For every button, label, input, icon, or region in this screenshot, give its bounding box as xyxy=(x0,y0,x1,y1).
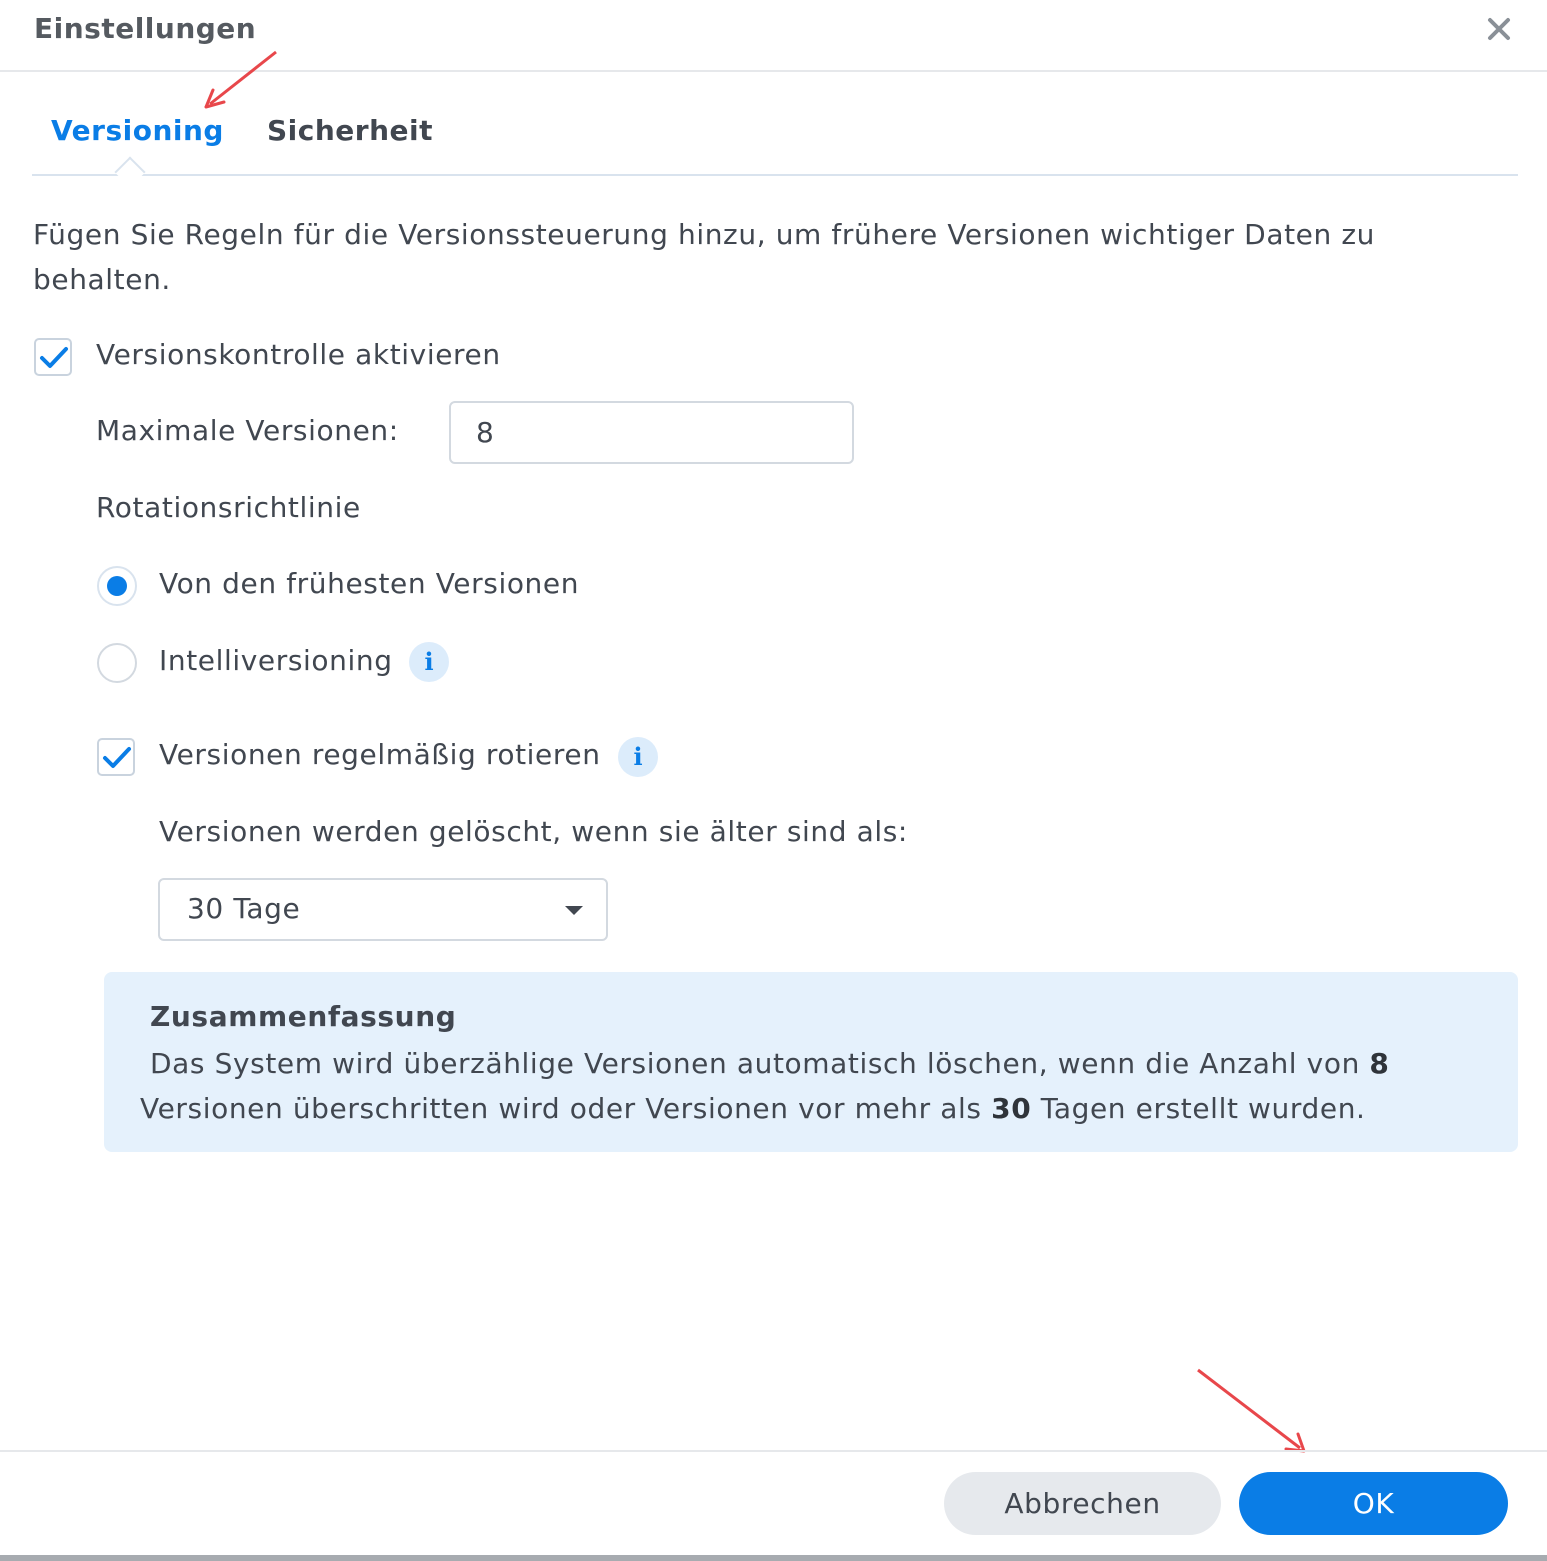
window-bottom-edge xyxy=(0,1555,1547,1561)
radio-intelliversioning[interactable] xyxy=(97,643,137,683)
summary-max-versions: 8 xyxy=(1369,1047,1390,1080)
enable-version-control-label: Versionskontrolle aktivieren xyxy=(96,338,501,371)
radio-intelliversioning-label: Intelliversioning xyxy=(159,644,393,677)
summary-panel xyxy=(104,972,1518,1152)
tab-bar xyxy=(32,108,1518,176)
dialog-title: Einstellungen xyxy=(34,12,257,45)
enable-version-control-checkbox[interactable] xyxy=(34,338,72,376)
delete-older-value: 30 Tage xyxy=(187,892,301,925)
summary-text: Das System wird überzählige Versionen automatisch löschen, wenn die Anzahl von 8 Versionen überschritten wird oder Versionen vor mehr als 30 Tagen erstellt wurden. xyxy=(140,1047,1390,1125)
tab-versioning[interactable]: Versioning xyxy=(51,114,224,147)
annotation-arrow-icon xyxy=(1190,1364,1314,1456)
dialog-titlebar xyxy=(0,0,1547,72)
chevron-down-icon xyxy=(565,906,583,915)
delete-older-select[interactable] xyxy=(158,878,608,941)
info-icon[interactable]: i xyxy=(409,642,449,682)
checkmark-icon xyxy=(102,744,132,772)
info-icon[interactable]: i xyxy=(618,737,658,777)
tab-sicherheit[interactable]: Sicherheit xyxy=(267,114,433,147)
summary-days: 30 xyxy=(991,1092,1032,1125)
close-icon[interactable] xyxy=(1480,10,1518,48)
ok-button[interactable]: OK xyxy=(1239,1472,1508,1535)
max-versions-label: Maximale Versionen: xyxy=(96,414,399,447)
summary-title: Zusammenfassung xyxy=(150,1000,457,1033)
description-text: Fügen Sie Regeln für die Versionssteuerung hinzu, um frühere Versionen wichtiger Daten zu behalten. xyxy=(33,218,1375,296)
checkmark-icon xyxy=(39,344,69,372)
delete-older-label: Versionen werden gelöscht, wenn sie älter sind als: xyxy=(159,815,908,848)
periodic-rotate-label: Versionen regelmäßig rotieren xyxy=(159,738,601,771)
radio-earliest-versions[interactable] xyxy=(97,566,137,606)
cancel-button[interactable]: Abbrechen xyxy=(944,1472,1221,1535)
active-tab-indicator xyxy=(114,156,145,187)
periodic-rotate-checkbox[interactable] xyxy=(97,738,135,776)
max-versions-input[interactable]: 8 xyxy=(449,401,854,464)
rotation-policy-label: Rotationsrichtlinie xyxy=(96,491,361,524)
radio-earliest-versions-label: Von den frühesten Versionen xyxy=(159,567,580,600)
